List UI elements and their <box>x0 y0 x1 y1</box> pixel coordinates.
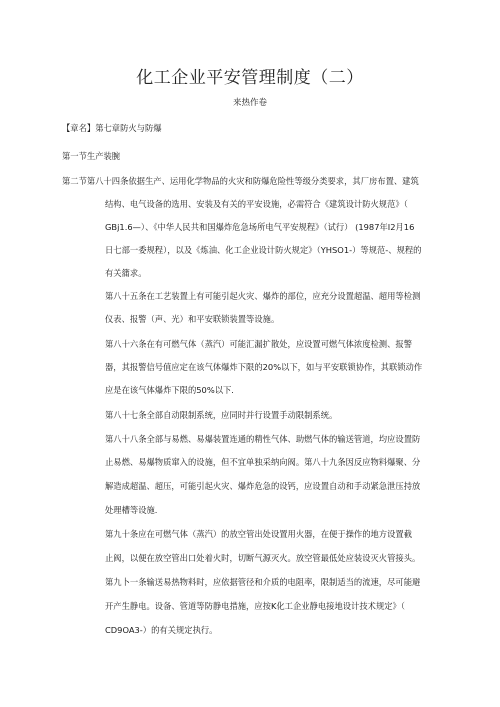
paragraph-line: 第九十条应在可燃气体（蒸汽）的放空管出处设置用火器，在便于操作的地方设置截 <box>105 529 412 539</box>
document-author: 来热作卷 <box>232 98 267 108</box>
document-title: 化工企业平安管理制度（二） <box>136 68 364 88</box>
paragraph-line: 解造成超温、超压，可能引起火灾、爆炸危急的设钙，应设置自动和手动紧急泄压持放 <box>105 481 421 491</box>
paragraph-line: 第八十六条在有可燃气体（蒸汽）可能汇漏扩散处，应设置可燃气体浓度检测、报警 <box>105 339 412 349</box>
paragraph-line: 器，其报警信号值应定在该气体爆炸下限的20%以下，如与平安联锁协作，其联锁动作 <box>105 362 423 372</box>
paragraph-line: 应是在该气体爆炸下限的50%以下. <box>105 385 234 395</box>
paragraph-line: 第八十七条全部自动限制系统，应同时并行设置手动限制系统。 <box>105 410 338 420</box>
paragraph-line: 开产生静电。设备、管道等防静电措施，应按K化工企业静电接地设计技术规定》（ <box>105 601 405 611</box>
paragraph-line: 第八十八条全部与易燃、易爆装置连通的精性气体、助燃气体的输送管道，均应设置防 <box>105 434 421 444</box>
paragraph-line: 止易燃、易爆物质窜入的设施，但不宜单独采纳向阀。第八十九条因反应物料爆聚、分 <box>105 457 421 467</box>
paragraph-line: 有关䈬求。 <box>105 268 147 278</box>
paragraph-line: CD9OA3-）的有关规定执行。 <box>105 625 218 635</box>
paragraph-line: 结构、电气设备的选用、安装及有关的平安设施，必需符合《建筑设计防火规范》（ <box>105 199 408 209</box>
paragraph-line: 第八十五条在工艺装置上有可能引起火灾、爆炸的部位，应充分设置超温、超用等检测 <box>105 291 421 301</box>
paragraph-line: 第二节第八十四条依据生产、运用化学物品的火灾和防爆危险性等级分类要求，其厂房布置、建筑 <box>62 176 419 186</box>
paragraph-line: 止阀，以便在放空管出口处着火时，切断气源灭火。放空管最低处应装设灭火管接头。 <box>105 553 421 563</box>
section-heading: 第一节生产装腕 <box>62 151 121 161</box>
paragraph-line: 第九卜一条输送易热物料时，应依据管径和介质的电阻率，限制适当的流速，尽可能避 <box>105 577 421 587</box>
paragraph-line: 仪表、报警（声、光）和平安联锁装置等设施。 <box>105 314 280 324</box>
paragraph-line: 处理槽等设施. <box>105 505 158 515</box>
paragraph-line: GBj1.6—）、《中华人民共和国爆炸危急场所电气平安规程》（试行） (1987年I2月16 <box>105 222 415 232</box>
chapter-heading: 【章名】第七章防火与防爆 <box>62 123 162 133</box>
paragraph-line: 日七部一委规程），以及《炼油、化工企业设计防火规定》（YHSO1-）等规范-、规程的 <box>105 245 422 255</box>
